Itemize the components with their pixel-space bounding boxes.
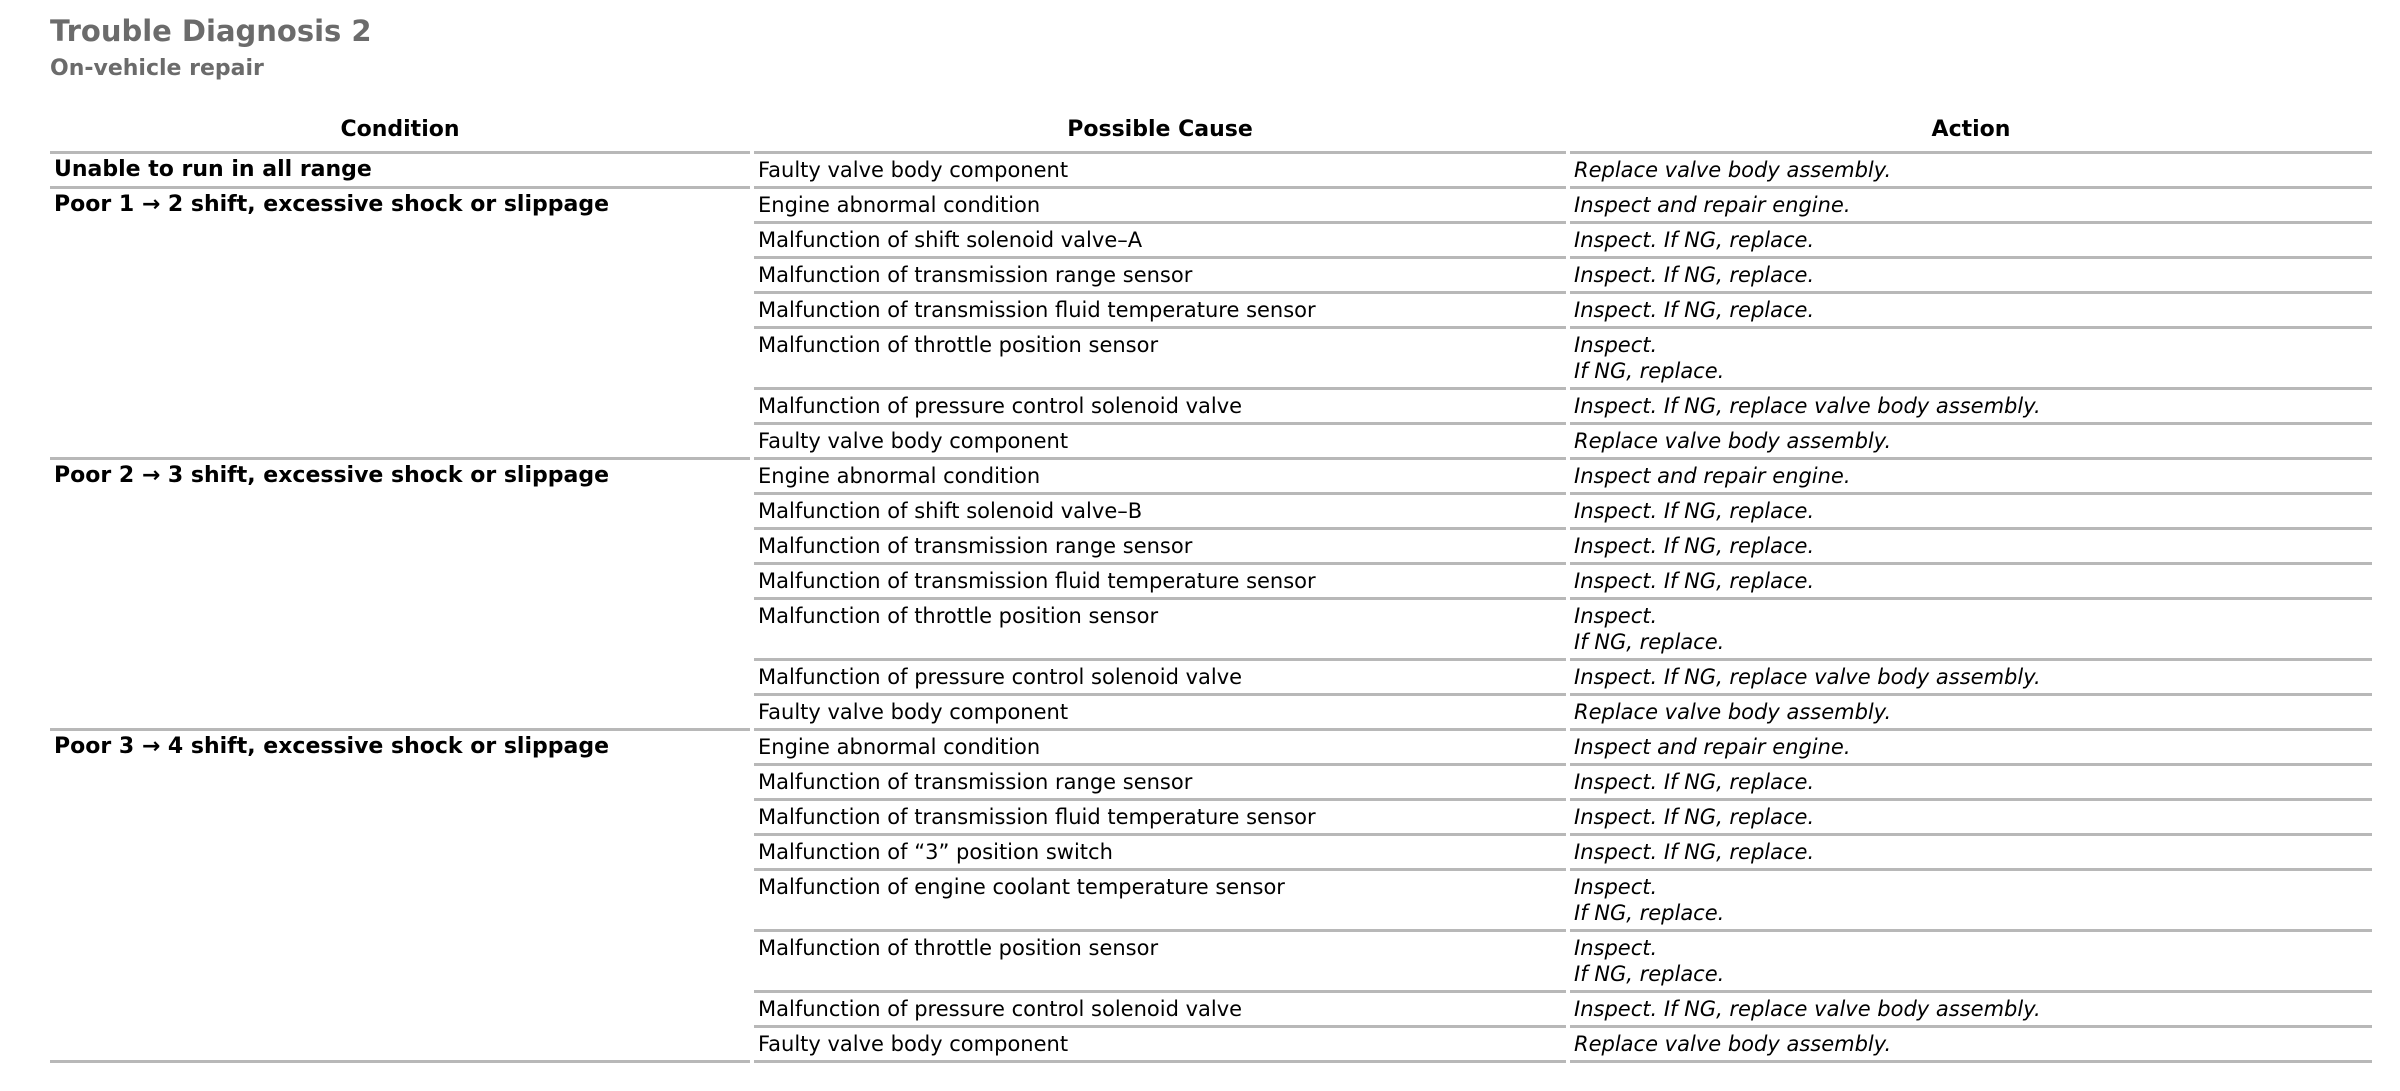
table-row: [50, 153, 2372, 188]
header-action: Action: [1568, 104, 2372, 153]
action-cell: [1568, 424, 2372, 459]
action-cell: [1568, 835, 2372, 870]
header-condition: Condition: [50, 104, 752, 153]
action-line: Inspect. If NG, replace.: [1574, 840, 1815, 864]
action-line: Inspect. If NG, replace.: [1574, 805, 1815, 829]
cause-cell: Malfunction of transmission range sensor: [752, 258, 1568, 293]
table-body: [50, 153, 2372, 1062]
action-line: Inspect. If NG, replace.: [1574, 228, 1815, 252]
action-cell: [1568, 529, 2372, 564]
condition-cell: Poor 1 → 2 shift, excessive shock or slippage: [50, 188, 752, 459]
condition-cell: Unable to run in all range: [50, 153, 752, 188]
cause-cell: Malfunction of engine coolant temperature sensor: [752, 870, 1568, 931]
header-row: [50, 104, 2372, 153]
action-line: Inspect. If NG, replace.: [1574, 569, 1815, 593]
cause-cell: Malfunction of pressure control solenoid valve: [752, 389, 1568, 424]
action-cell: [1568, 293, 2372, 328]
cause-cell: Faulty valve body component: [752, 1027, 1568, 1062]
table-header: [50, 104, 2372, 153]
action-line: Inspect and repair engine.: [1574, 464, 1851, 488]
action-cell: [1568, 223, 2372, 258]
action-line: If NG, replace.: [1574, 901, 1725, 925]
action-cell: [1568, 188, 2372, 223]
condition-cell: Poor 3 → 4 shift, excessive shock or slippage: [50, 730, 752, 1062]
action-cell: [1568, 459, 2372, 494]
cause-cell: Malfunction of “3” position switch: [752, 835, 1568, 870]
action-cell: [1568, 695, 2372, 730]
action-cell: [1568, 494, 2372, 529]
action-line: Inspect.: [1574, 936, 1658, 960]
action-line: Replace valve body assembly.: [1574, 1032, 1892, 1056]
cause-cell: Malfunction of throttle position sensor: [752, 931, 1568, 992]
action-cell: [1568, 870, 2372, 931]
header-possible-cause: Possible Cause: [752, 104, 1568, 153]
action-cell: [1568, 660, 2372, 695]
action-line: Inspect. If NG, replace.: [1574, 534, 1815, 558]
action-line: Inspect. If NG, replace.: [1574, 263, 1815, 287]
action-cell: [1568, 800, 2372, 835]
action-cell: [1568, 1027, 2372, 1062]
action-line: Inspect. If NG, replace.: [1574, 499, 1815, 523]
action-cell: [1568, 258, 2372, 293]
action-cell: [1568, 931, 2372, 992]
cause-cell: Engine abnormal condition: [752, 459, 1568, 494]
cause-cell: Malfunction of throttle position sensor: [752, 599, 1568, 660]
table-row: [50, 459, 2372, 494]
cause-cell: Malfunction of shift solenoid valve–B: [752, 494, 1568, 529]
action-cell: [1568, 992, 2372, 1027]
cause-cell: Malfunction of transmission range sensor: [752, 765, 1568, 800]
cause-cell: Malfunction of transmission range sensor: [752, 529, 1568, 564]
cause-cell: Faulty valve body component: [752, 153, 1568, 188]
cause-cell: Malfunction of pressure control solenoid valve: [752, 992, 1568, 1027]
action-line: Inspect. If NG, replace.: [1574, 298, 1815, 322]
action-line: Inspect and repair engine.: [1574, 735, 1851, 759]
action-cell: [1568, 564, 2372, 599]
action-line: Inspect.: [1574, 604, 1658, 628]
cause-cell: Malfunction of transmission fluid temperature sensor: [752, 800, 1568, 835]
action-line: Replace valve body assembly.: [1574, 700, 1892, 724]
cause-cell: Engine abnormal condition: [752, 730, 1568, 765]
action-line: Inspect and repair engine.: [1574, 193, 1851, 217]
action-line: Inspect.: [1574, 333, 1658, 357]
cause-cell: Faulty valve body component: [752, 695, 1568, 730]
page-title: Trouble Diagnosis 2: [50, 14, 372, 48]
action-line: If NG, replace.: [1574, 630, 1725, 654]
cause-cell: Malfunction of transmission fluid temperature sensor: [752, 564, 1568, 599]
cause-cell: Malfunction of transmission fluid temperature sensor: [752, 293, 1568, 328]
action-line: If NG, replace.: [1574, 359, 1725, 383]
action-line: Replace valve body assembly.: [1574, 158, 1892, 182]
trouble-diagnosis-table: [50, 104, 2372, 1063]
condition-cell: Poor 2 → 3 shift, excessive shock or slippage: [50, 459, 752, 730]
action-cell: [1568, 153, 2372, 188]
action-cell: [1568, 599, 2372, 660]
action-line: Inspect. If NG, replace valve body assembly.: [1574, 665, 2041, 689]
action-cell: [1568, 765, 2372, 800]
action-line: Inspect. If NG, replace valve body assembly.: [1574, 394, 2041, 418]
page-subtitle: On-vehicle repair: [50, 56, 264, 81]
action-line: If NG, replace.: [1574, 962, 1725, 986]
action-line: Inspect.: [1574, 875, 1658, 899]
cause-cell: Malfunction of throttle position sensor: [752, 328, 1568, 389]
cause-cell: Malfunction of shift solenoid valve–A: [752, 223, 1568, 258]
action-line: Inspect. If NG, replace.: [1574, 770, 1815, 794]
cause-cell: Faulty valve body component: [752, 424, 1568, 459]
action-cell: [1568, 328, 2372, 389]
cause-cell: Engine abnormal condition: [752, 188, 1568, 223]
action-line: Replace valve body assembly.: [1574, 429, 1892, 453]
action-cell: [1568, 389, 2372, 424]
action-line: Inspect. If NG, replace valve body assembly.: [1574, 997, 2041, 1021]
table-row: [50, 188, 2372, 223]
cause-cell: Malfunction of pressure control solenoid valve: [752, 660, 1568, 695]
table-row: [50, 730, 2372, 765]
action-cell: [1568, 730, 2372, 765]
